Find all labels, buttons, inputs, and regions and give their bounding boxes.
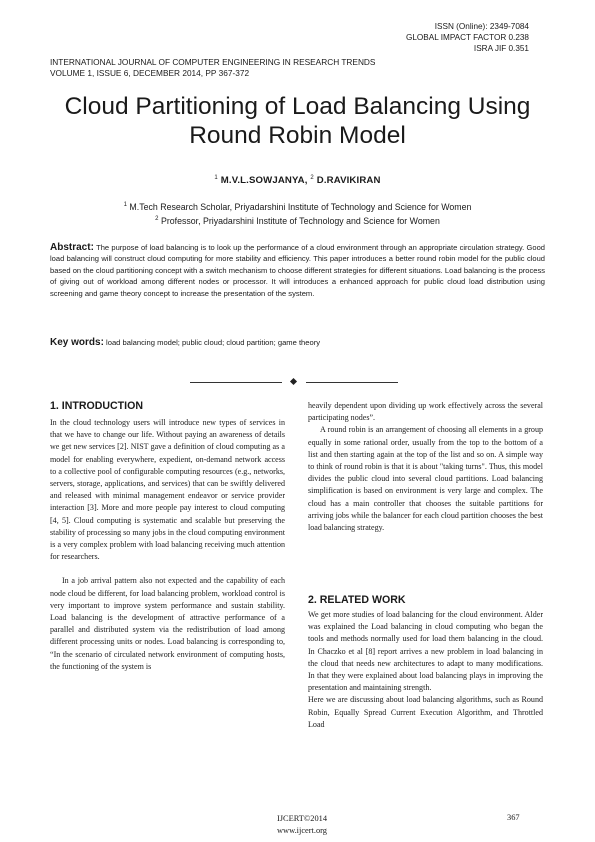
separator-line-right [306, 382, 398, 383]
round-robin-paragraph: A round robin is an arrangement of choosing all elements in a group equally in some rational order, usually from the top to the bottom of a list and then starting again at the top of the list and so on. A simple way to think of round robin is that it is about "taking turns". Thus, this model divides the public cloud into several cloud partitions. Load balancing simplification is based on environment is very large and complex. The cloud has a main controller that chooses the suitable partitions for arriving jobs while the balancer for each cloud partition chooses the best load balancing strategy. [308, 425, 543, 533]
journal-volume: VOLUME 1, ISSUE 6, DECEMBER 2014, PP 367-372 [50, 68, 250, 78]
page-number: 367 [507, 813, 520, 822]
affiliation-1-text: M.Tech Research Scholar, Priyadarshini Institute of Technology and Science for Women [129, 202, 472, 212]
separator-line-left [190, 382, 282, 383]
abstract-text: The purpose of load balancing is to look up the performance of a cloud environment through an appropriate circulation strategy. Good load balancing will construct cloud computing for more stability and efficiency. This paper introduces a better round robin model for the public cloud based on the cloud partitioning concept with a switch mechanism to choose different strategies for different situations. Load balancing is the process of giving out of workload among different nodes or processor. It will introduces a enhanced approach for public cloud load distribution using screening and game theory concept to increase the presentation of the system. [50, 243, 546, 298]
paper-title-line-2: Round Robin Model [189, 122, 406, 149]
footer-website: www.ijcert.org [276, 825, 327, 835]
issn-text: ISSN (Online): 2349-7084 [434, 22, 529, 31]
author-2-sup: 2 [310, 175, 314, 181]
intro-paragraph-1: In the cloud technology users will introduce new types of services in that we have to change our life. Without paying an awareness of details we get new services [2]. NIST gave a definition of cloud computing as a model for enabling everywhere, expedient, on-demand network access to a collective pool of configurable computing resources (e.g., networks, servers, storage, applications, and services) that can be swiftly delivered and released with minimal management endeavor or service provider interaction [3]. More and more people pay interest to cloud computing [4, 5]. Cloud computing is systematic and scalable but preserving the stability of processing so many jobs in the cloud computing environment is a very complex problem with load balancing receiving much attention for researchers. [50, 418, 285, 562]
author-list [40, 175, 555, 186]
affiliation-2-sup: 2 [155, 216, 159, 222]
related-work-paragraph-1: We get more studies of load balancing for the cloud environment. Alder was explained the Load balancing in cloud computing who began the tools and methods normally used for load them balancing in the cloud. In Chaczko et al [8] report arrives a new problem in load balancing in the cloud that needs new architectures to adapt to many modifications. In that they were explained about load balancing plays in improving the presentation and maintaining strength. [308, 610, 543, 693]
related-work-paragraph-2: Here we are discussing about load balancing algorithms, such as Round Robin, Equally Spread Current Execution Algorithm, and Throttled Load [308, 695, 543, 729]
keywords [50, 337, 545, 348]
affiliation-1 [40, 202, 555, 212]
section-heading-introduction: 1. INTRODUCTION [50, 400, 143, 412]
affiliation-2-text: Professor, Priyadarshini Institute of Technology and Science for Women [160, 216, 440, 226]
section-heading-related-work: 2. RELATED WORK [308, 594, 406, 606]
keywords-text: load balancing model; public cloud; cloud partition; game theory [106, 338, 321, 347]
author-2-name: D.RAVIKIRAN [316, 175, 381, 186]
impact-factor-text: GLOBAL IMPACT FACTOR 0.238 [405, 33, 529, 42]
footer-copyright: IJCERT©2014 [276, 814, 328, 823]
intro-paragraph-continued: heavily dependent upon dividing up work effectively across the several participating nodes”. [308, 401, 543, 423]
keywords-label: Key words: [50, 337, 104, 348]
author-1-name: M.V.L.SOWJANYA, [220, 175, 308, 186]
paper-title-line-1: Cloud Partitioning of Load Balancing Using [64, 93, 531, 120]
right-column [308, 400, 543, 534]
journal-info [50, 57, 470, 79]
intro-paragraph-2: In a job arrival pattern also not expected and the capability of each node cloud be different, for load balancing problem, workload control is very important to improve system performance and sustain stability. Load balancing is the development of attractive performance of a parallel and distributed system via the redistribution of load among different processing units or nodes. Load balancing is corresponding to, “In the scenario of circulated network environment of computing hosts, the functioning of the system is [50, 576, 285, 671]
diamond-ornament-icon [290, 377, 297, 384]
abstract [50, 242, 545, 299]
journal-name: INTERNATIONAL JOURNAL OF COMPUTER ENGINEERING IN RESEARCH TRENDS [50, 57, 376, 67]
footer [247, 813, 357, 836]
author-1-sup: 1 [214, 175, 218, 181]
abstract-label: Abstract: [50, 242, 94, 253]
affiliation-2 [40, 216, 555, 226]
left-column [50, 417, 285, 673]
paper-title [40, 92, 555, 150]
affiliation-1-sup: 1 [123, 202, 127, 208]
related-work-column [308, 609, 543, 731]
issn-block [269, 21, 529, 54]
isra-text: ISRA JIF 0.351 [473, 44, 529, 53]
